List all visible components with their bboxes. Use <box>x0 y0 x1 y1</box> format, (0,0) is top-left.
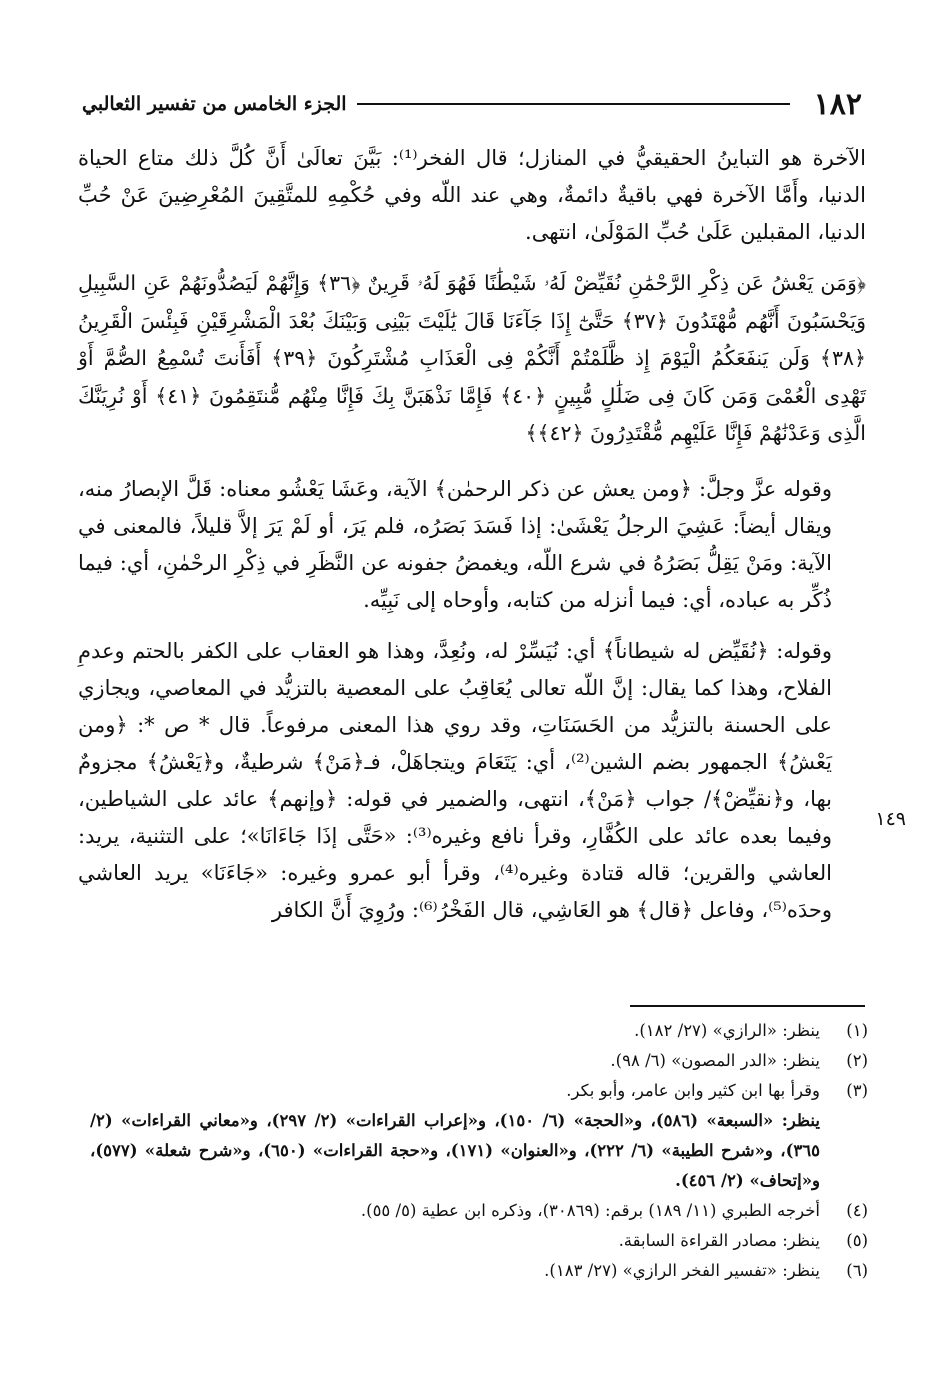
footnote-text: ينظر: «الدر المصون» (٦/ ٩٨). <box>610 1051 820 1070</box>
footnote-text: أخرجه الطبري (١١/ ١٨٩) برقم: (٣٠٨٦٩)، وذكره ابن عطية (٥/ ٥٥). <box>360 1201 820 1220</box>
footnote-number: (٤) <box>846 1201 868 1220</box>
quran-verses: ﴿وَمَن يَعْشُ عَن ذِكْرِ الرَّحْمَٰنِ نُقَيِّضْ لَهُۥ شَيْطَٰنًا فَهُوَ لَهُۥ قَرِينٌ ﴿٣٦﴾ وَإِنَّهُمْ لَيَصُدُّونَهُمْ عَنِ السَّبِيلِ وَيَحْسَبُونَ أَنَّهُم مُّهْتَدُونَ ﴿٣٧﴾ حَتَّىٰٓ إِذَا جَآءَنَا قَالَ يَٰلَيْتَ بَيْنِى وَبَيْنَكَ بُعْدَ الْمَشْرِقَيْنِ فَبِئْسَ الْقَرِينُ ﴿٣٨﴾ وَلَن يَنفَعَكُمُ الْيَوْمَ إِذ ظَّلَمْتُمْ أَنَّكُمْ فِى الْعَذَابِ مُشْتَرِكُونَ ﴿٣٩﴾ أَفَأَنتَ تُسْمِعُ الصُّمَّ أَوْ تَهْدِى الْعُمْىَ وَمَن كَانَ فِى ضَلَٰلٍ مُّبِينٍ ﴿٤٠﴾ فَإِمَّا نَذْهَبَنَّ بِكَ فَإِنَّا مِنْهُم مُّنتَقِمُونَ ﴿٤١﴾ أَوْ نُرِيَنَّكَ الَّذِى وَعَدْنَٰهُمْ فَإِنَّا عَلَيْهِم مُّقْتَدِرُونَ ﴿٤٢﴾﴾ <box>78 271 867 445</box>
running-title: الجزء الخامس من تفسير الثعالبي <box>82 93 347 115</box>
footnote-1 <box>90 1016 868 1046</box>
footnote-2 <box>90 1046 868 1076</box>
footnote-number: (٦) <box>846 1261 868 1280</box>
footnote-text: ينظر: «الرازي» (٢٧/ ١٨٢). <box>634 1021 820 1040</box>
footnote-number: (٣) <box>846 1081 868 1100</box>
footnote-separator <box>630 1005 865 1007</box>
footnote-number: (٢) <box>846 1051 868 1070</box>
page-header <box>82 84 862 124</box>
footnote-4 <box>90 1196 868 1226</box>
paragraph-3: وقوله: ﴿نُقَيِّض له شيطاناً﴾ أي: نُيَسِّرْ له، ونُعِدَّ، وهذا هو العقاب على الكفر بالحتم وعدمِ الفلاح، وهذا كما يقال: إنَّ اللّه تعالى يُعَاقِبُ على المعصية بالتزيُّد في المعاصي، ويجازي على الحسنة بالتزيُّد من الحَسَنَاتِ، وقد روي هذا المعنى مرفوعاً. قال * ص *: ﴿ومن يَعْشُ﴾ الجمهور بضم الشين⁽²⁾، أي: يَتَعَامَ ويتجاهَلْ، فـ﴿مَنْ﴾ شرطيةٌ، و﴿يَعْشُ﴾ مجزومٌ بها، و﴿نقيِّضْ﴾/ جواب ﴿مَنْ﴾، انتهى، والضمير في قوله: ﴿وإنهم﴾ عائد على الشياطين، وفيما بعده عائد على الكُفَّارِ، وقرأ نافع وغيره⁽³⁾: «حَتَّى إذَا جَاءَانَا»؛ على التثنية، يريد: العاشي والقرين؛ قاله قتادة وغيره⁽⁴⁾، وقرأ أبو عمرو وغيره: «جَاءَنَا» يريد العاشي وحدَه⁽⁵⁾، وفاعل ﴿قال﴾ هو العَاشِي، قال الفَخْرُ⁽⁶⁾: ورُوِيَ أَنَّ الكافر <box>78 638 833 922</box>
footnote-number: (١) <box>846 1021 868 1040</box>
footnote-text-line1: وقرأ بها ابن كثير وابن عامر، وأبو بكر. <box>566 1081 820 1100</box>
footnote-text: ينظر: مصادر القراءة السابقة. <box>618 1231 820 1250</box>
footnotes <box>90 1016 868 1286</box>
page-number: ١٨٢ <box>813 86 862 122</box>
footnote-number: (٥) <box>846 1231 868 1250</box>
paragraph-1: الآخرة هو التباينُ الحقيقيُّ في المنازل؛ قال الفخر⁽¹⁾: بَيَّنَ تعالَىٰ أَنَّ كُلَّ ذلك متاع الحياة الدنيا، وأَمَّا الآخرة فهي باقيةٌ دائمةٌ، وهي عند اللّه وفي حُكْمِهِ للمتَّقِينَ المُعْرِضِينَ عَنْ حُبِّ الدنيا، المقبلين عَلَىٰ حُبِّ المَوْلَىٰ، انتهى. <box>78 146 866 244</box>
footnote-text <box>90 1076 820 1196</box>
paragraph-2: وقوله عزَّ وجلَّ: ﴿ومن يعش عن ذكر الرحمٰن﴾ الآية، وعَشَا يَعْشُو معناه: قَلَّ الإبصارُ منه، ويقال أيضاً: عَشِيَ الرجلُ يَعْشَىٰ: إذا فَسَدَ بَصَرُه، فلم يَرَ، أو لَمْ يَرَ إلاَّ قليلاً، فالمعنى في الآية: ومَنْ يَقِلُّ بَصَرُهُ في شرع اللّه، ويغمضُ جفونه عن النَّظَرِ في ذِكْرِ الرحْمٰنِ، أي: فيما ذُكِّر به عباده، أي: فيما أنزله من كتابه، وأوحاه إلى نَبِيِّه. <box>78 476 832 612</box>
main-text <box>78 140 866 943</box>
footnote-6 <box>90 1256 868 1286</box>
header-rule <box>357 103 790 105</box>
footnote-5 <box>90 1226 868 1256</box>
footnote-text: ينظر: «تفسير الفخر الرازي» (٢٧/ ١٨٣). <box>544 1261 820 1280</box>
margin-manuscript-number: ١٤٩ <box>875 808 906 830</box>
footnote-text-sources: ينظر: «السبعة» (٥٨٦)، و«الحجة» (٦/ ١٥٠)، و«إعراب القراءات» (٢/ ٢٩٧)، و«معاني القراءات» (٢/ ٣٦٥)، و«شرح الطيبة» (٦/ ٢٢٢)، و«العنوان» (١٧١)، و«حجة القراءات» (٦٥٠)، و«شرح شعلة» (٥٧٧)، و«إتحاف» (٢/ ٤٥٦). <box>90 1111 820 1190</box>
footnote-3 <box>90 1076 868 1196</box>
